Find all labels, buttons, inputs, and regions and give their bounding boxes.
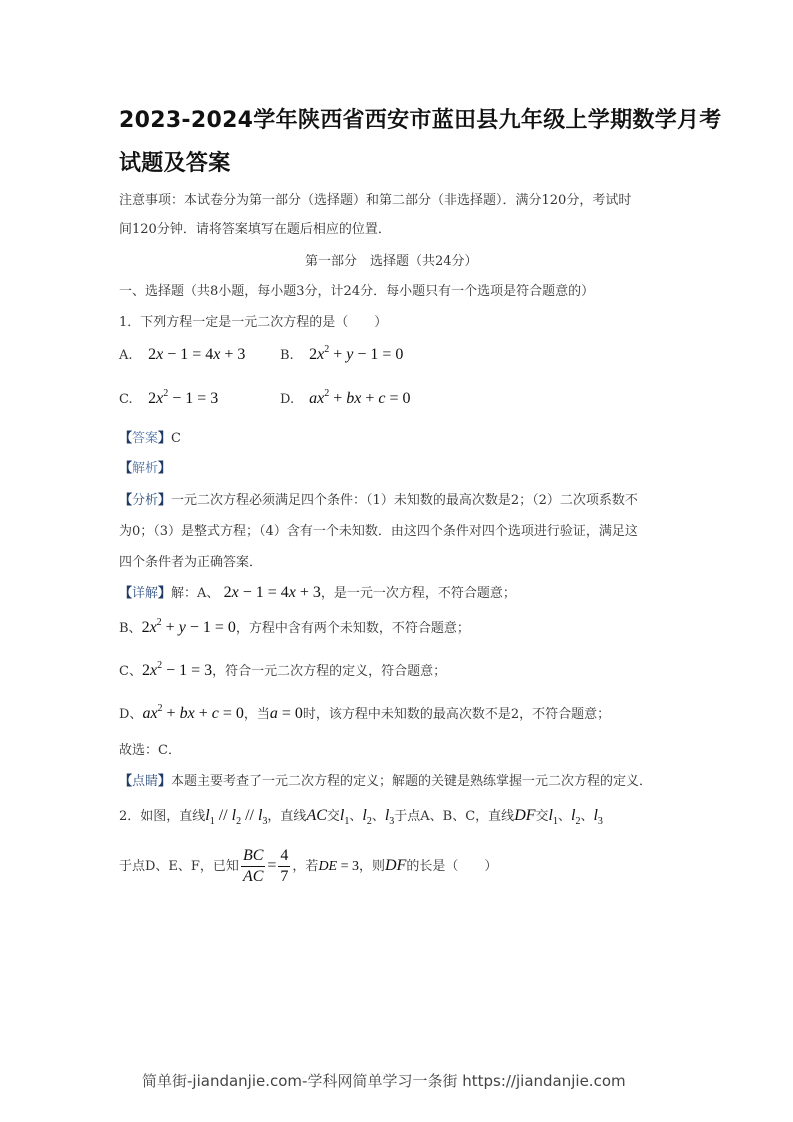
option-b-expr: $2x^2 + y - 1 = 0$: [309, 344, 404, 363]
fenxi-line2: 为0；（3）是整式方程；（4）含有一个未知数．由这四个条件对四个选项进行验证，满足这: [119, 524, 638, 539]
part-heading: 一、选择题（共8小题，每小题3分，计24分．每小题只有一个选项是符合题意的）: [119, 284, 595, 299]
detail-c: C、$2x^2 - 1 = 3$，符合一元二次方程的定义，符合题意；: [119, 660, 447, 679]
document-title-line2: 试题及答案: [119, 151, 231, 176]
option-c-label: C.: [119, 392, 133, 407]
detail-a: 【详解】解：A、 2x − 1 = 4x + 3，是一元一次方程，不符合题意；: [119, 584, 516, 601]
option-b-label: B.: [280, 348, 294, 363]
notice-line2: 间120分钟．请将答案填写在题后相应的位置．: [119, 222, 391, 237]
detail-d-cond: a = 0: [269, 705, 303, 722]
detail-d-expr: $ax^2$ + bx + c = 0: [142, 703, 244, 722]
question2-line1: 2．如图，直线$l_1 // l_2 // l_3$，直线AC交$l_1$、$l_2$、$l_3$于点A、B、C，直线DF交$l_1$、$l_2$、$l_3$: [119, 807, 603, 827]
option-b: [280, 344, 403, 364]
section-heading: 第一部分 选择题（共24分）: [305, 254, 478, 269]
answer-line: [119, 427, 181, 446]
answer-tag: 【答案】: [119, 431, 172, 446]
footer-watermark: 简单街-jiandanjie.com-学科网简单学习一条街 https://jiandanjie.com: [142, 1072, 626, 1090]
answer-value: C: [171, 431, 181, 446]
fenxi-line3: 四个条件者为正确答案．: [119, 555, 263, 570]
option-a-label: A.: [119, 348, 133, 363]
detail-d: D、$ax^2$ + bx + c = 0，当a = 0时，该方程中未知数的最高次数不是2，不符合题意；: [119, 703, 611, 722]
document-title-line1: 2023-2024学年陕西省西安市蓝田县九年级上学期数学月考: [119, 108, 722, 133]
option-a-expr: 2x − 1 = 4x + 3: [148, 346, 246, 363]
xiangjie-tag: 【详解】: [119, 586, 172, 601]
notice-line1: 注意事项：本试卷分为第一部分（选择题）和第二部分（非选择题）．满分120分，考试时: [119, 193, 632, 208]
fenxi-line1: 【分析】一元二次方程必须满足四个条件：（1）未知数的最高次数是2；（2）二次项系数不: [119, 493, 638, 508]
option-c: [119, 388, 218, 408]
analysis-tag: 【解析】: [119, 461, 172, 476]
analysis-heading: [119, 457, 171, 476]
question1-stem: 1．下列方程一定是一元二次方程的是（ ）: [119, 315, 388, 330]
fraction-bc-ac: $\frac{BC}{AC}$: [242, 847, 264, 885]
dianjing-tag: 【点睛】: [119, 774, 172, 789]
option-d: [280, 388, 411, 408]
detail-a-expr: 2x − 1 = 4x + 3: [223, 584, 321, 601]
option-a: [119, 344, 245, 364]
detail-b: B、$2x^2 + y - 1 = 0$，方程中含有两个未知数，不符合题意；: [119, 617, 470, 636]
fenxi-tag: 【分析】: [119, 493, 172, 508]
dianjing-line: 【点睛】本题主要考查了一元二次方程的定义；解题的关键是熟练掌握一元二次方程的定义．: [119, 774, 653, 789]
option-d-expr: $ax^2$ + bx + c = 0: [309, 388, 411, 407]
question2-line2: 于点D、E、F，已知 $\frac{BC}{AC}$ = $\frac{4}{7}$ ，若DE = 3，则DF的长是（ ）: [119, 847, 498, 885]
conclusion: 故选：C．: [119, 743, 181, 758]
option-c-expr: $2x^2 - 1 = 3$: [148, 388, 219, 407]
option-d-label: D.: [280, 392, 295, 407]
detail-b-expr: $2x^2 + y - 1 = 0$: [141, 617, 236, 636]
fraction-4-7: $\frac{4}{7}$: [280, 847, 289, 885]
detail-c-expr: $2x^2 - 1 = 3$: [141, 660, 213, 679]
